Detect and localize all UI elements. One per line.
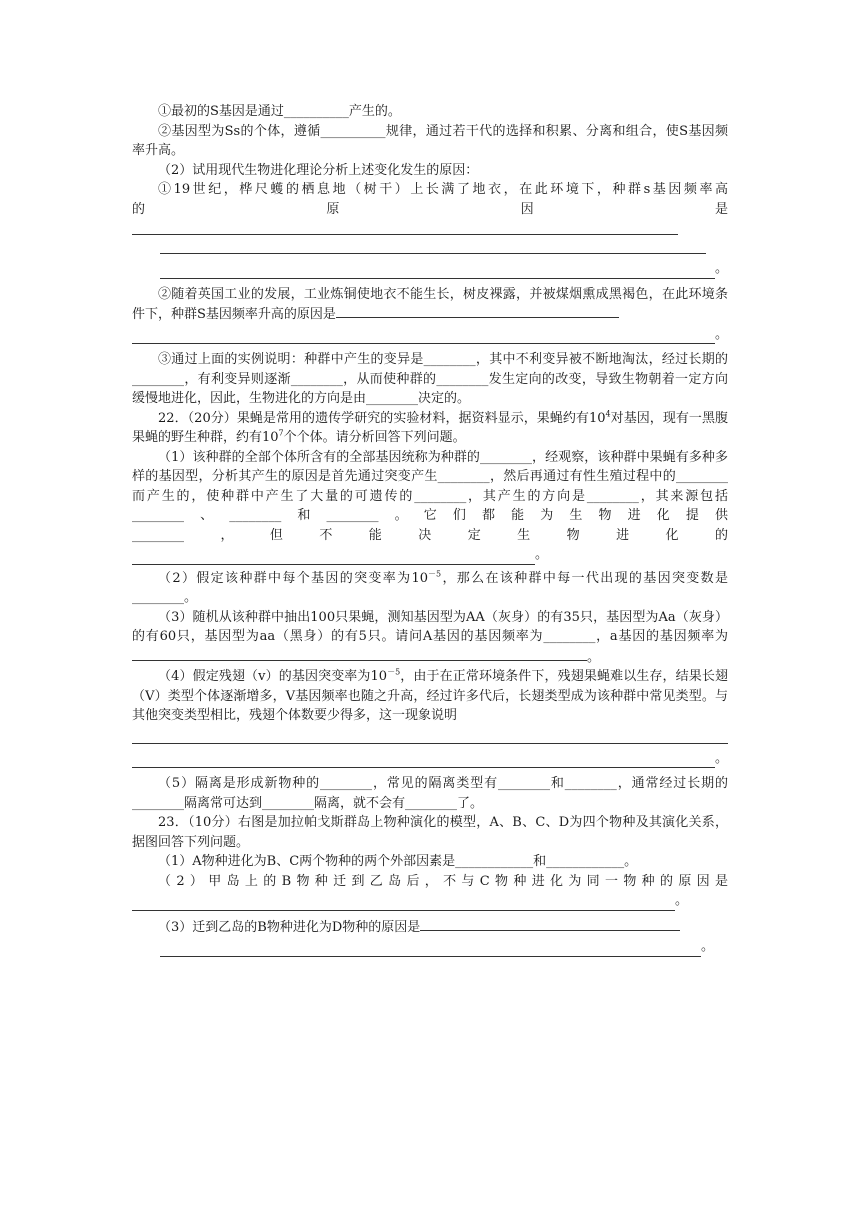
period: 。 (700, 939, 714, 954)
answer-blank-line (132, 551, 535, 565)
question-22-5: （5）隔离是形成新物种的________，常见的隔离类型有________和________，通常经过长期的________隔离常可达到________隔离，就不会有________了。 (132, 776, 728, 811)
question-22-1: （1）该种群的全部个体所含有的全部基因统称为种群的________，经观察，该种群中果蝇有多种多样的基因型，分析其产生的原因是首先通过突变产生________，然后再通过有性生殖过程中的________而产生的，使种群中产生了大量的可遗传的________，其产生的方向是________，其来源包括________、________和________。它们都能为生物进化提供 (132, 449, 728, 523)
q22-text: 22．（20分）果蝇是常用的遗传学研究的实验材料，据资料显示，果蝇约有10 (158, 410, 606, 426)
spread-char: 但 (269, 527, 283, 543)
answer-blank-line (160, 265, 715, 279)
period: 。 (714, 261, 728, 276)
spread-char: 原 (326, 201, 340, 217)
answer-blank-row (160, 259, 728, 279)
spread-char: ________ (132, 527, 184, 543)
period: 。 (714, 326, 728, 342)
question-22-heading (132, 409, 728, 448)
document-page (132, 102, 728, 957)
q22-text: 个个体。请分析回答下列问题。 (283, 430, 466, 445)
answer-blank-line (132, 897, 675, 911)
period: 。 (674, 893, 688, 908)
spread-char: 化 (665, 527, 679, 543)
answer-blank (420, 917, 680, 931)
subquestion-2: （2）试用现代生物进化理论分析上述变化发生的原因： (158, 162, 479, 178)
spread-line-reason (132, 200, 728, 220)
question-23-heading: 23．（10分）右图是加拉帕戈斯群岛上物种演化的模型，A、B、C、D为四个物种及其演化关系，据图回答下列问题。 (132, 815, 728, 850)
answer-blank (132, 647, 587, 661)
answer-blank (336, 304, 619, 318)
answer-blank-row (132, 545, 548, 565)
q22-text: （4）假定残翅（v）的基因突变率为10 (158, 669, 388, 684)
spread-char: 不 (319, 527, 333, 543)
item-1: ①最初的S基因是通过__________产生的。 (158, 104, 401, 119)
item-reason-2-text: ②随着英国工业的发展，工业炼铜使地衣不能生长，树皮裸露，并被煤烟熏成黑褐色，在此环境条件下，种群S基因频率升高的原因是 (132, 286, 728, 322)
superscript: －5 (387, 667, 401, 677)
q22-text: ，由于在正常环境条件下，残翅果蝇难以生存，结果长翅（V）类型个体逐渐增多，V基因频率也随之升高，经过许多代后，长翅类型成为该种群中常见类型。与其他突变类型相比，残翅个体数要少得多，这一现象说明 (132, 669, 728, 723)
question-23-2: （2）甲岛上的B物种迁到乙岛后，不与C物种进化为同一物种的原因是 (158, 873, 728, 889)
spread-char: 的 (132, 201, 146, 217)
question-23-3 (132, 917, 728, 938)
superscript: 7 (278, 428, 284, 438)
q22-text: （3）随机从该种群中抽出100只果蝇，测知基因型为AA（灰身）的有35只，基因型为Aa（灰身）的有60只，基因型为aa（黑身）的有5只。请问A基因的基因频率为________，a基因的基因频率为 (132, 609, 728, 644)
spread-char: 定 (467, 527, 481, 543)
q22-text: （2）假定该种群中每个基因的突变率为10 (158, 570, 429, 586)
question-22-3 (132, 608, 728, 668)
spread-char: 进 (616, 527, 630, 543)
answer-blank-row (160, 937, 714, 957)
item-reason-3: ③通过上面的实例说明：种群中产生的变异是________，其中不利变异被不断地淘汰，经过长期的________，有利变异则逐渐________，从而使种群的________发生定向的改变，导致生物朝着一定方向缓慢地进化，因此，生物进化的方向是由________决定的。 (132, 352, 728, 406)
answer-blank-line (132, 754, 715, 768)
spread-char: 生 (517, 527, 531, 543)
item-reason-2 (132, 285, 728, 325)
spread-char: ， (220, 527, 234, 543)
spread-char: 物 (566, 527, 580, 543)
answer-blank-row (132, 891, 688, 911)
answer-blank-line (132, 221, 678, 235)
spread-char: 因 (520, 201, 534, 217)
q22-text: ，那么在该种群中每一代出现的基因突变数是________。 (132, 570, 728, 605)
question-22-4 (132, 667, 728, 726)
period: 。 (534, 547, 548, 562)
spread-char: 决 (418, 527, 432, 543)
superscript: －5 (428, 569, 442, 579)
spread-line-22-1 (132, 526, 728, 546)
superscript: 4 (605, 409, 611, 419)
answer-blank-line (160, 240, 706, 254)
answer-blank-row (132, 325, 728, 345)
period: 。 (714, 750, 728, 766)
question-22-2 (132, 569, 728, 608)
spread-char: 的 (714, 527, 728, 543)
answer-blank-line (160, 943, 701, 957)
question-23-1: （1）A物种进化为B、C两个物种的两个外部因素是____________和____________。 (158, 854, 638, 869)
answer-blank-line (132, 730, 728, 744)
item-2: ②基因型为Ss的个体，遵循__________规律，通过若干代的选择和积累、分离和组合，使S基因频率升高。 (132, 123, 728, 158)
item-reason-1: ①19世纪，桦尺蠖的栖息地（树干）上长满了地衣，在此环境下，种群s基因频率高 (158, 182, 728, 197)
q23-text: （3）迁到乙岛的B物种进化为D物种的原因是 (158, 919, 421, 935)
answer-blank-row (132, 749, 728, 769)
period: 。 (587, 649, 601, 665)
spread-char: 是 (714, 201, 728, 217)
q22-text: 对基因，现有一黑腹果蝇的野生种群，约有10 (132, 410, 728, 445)
spread-char: 能 (368, 527, 382, 543)
answer-blank-line (132, 330, 715, 344)
